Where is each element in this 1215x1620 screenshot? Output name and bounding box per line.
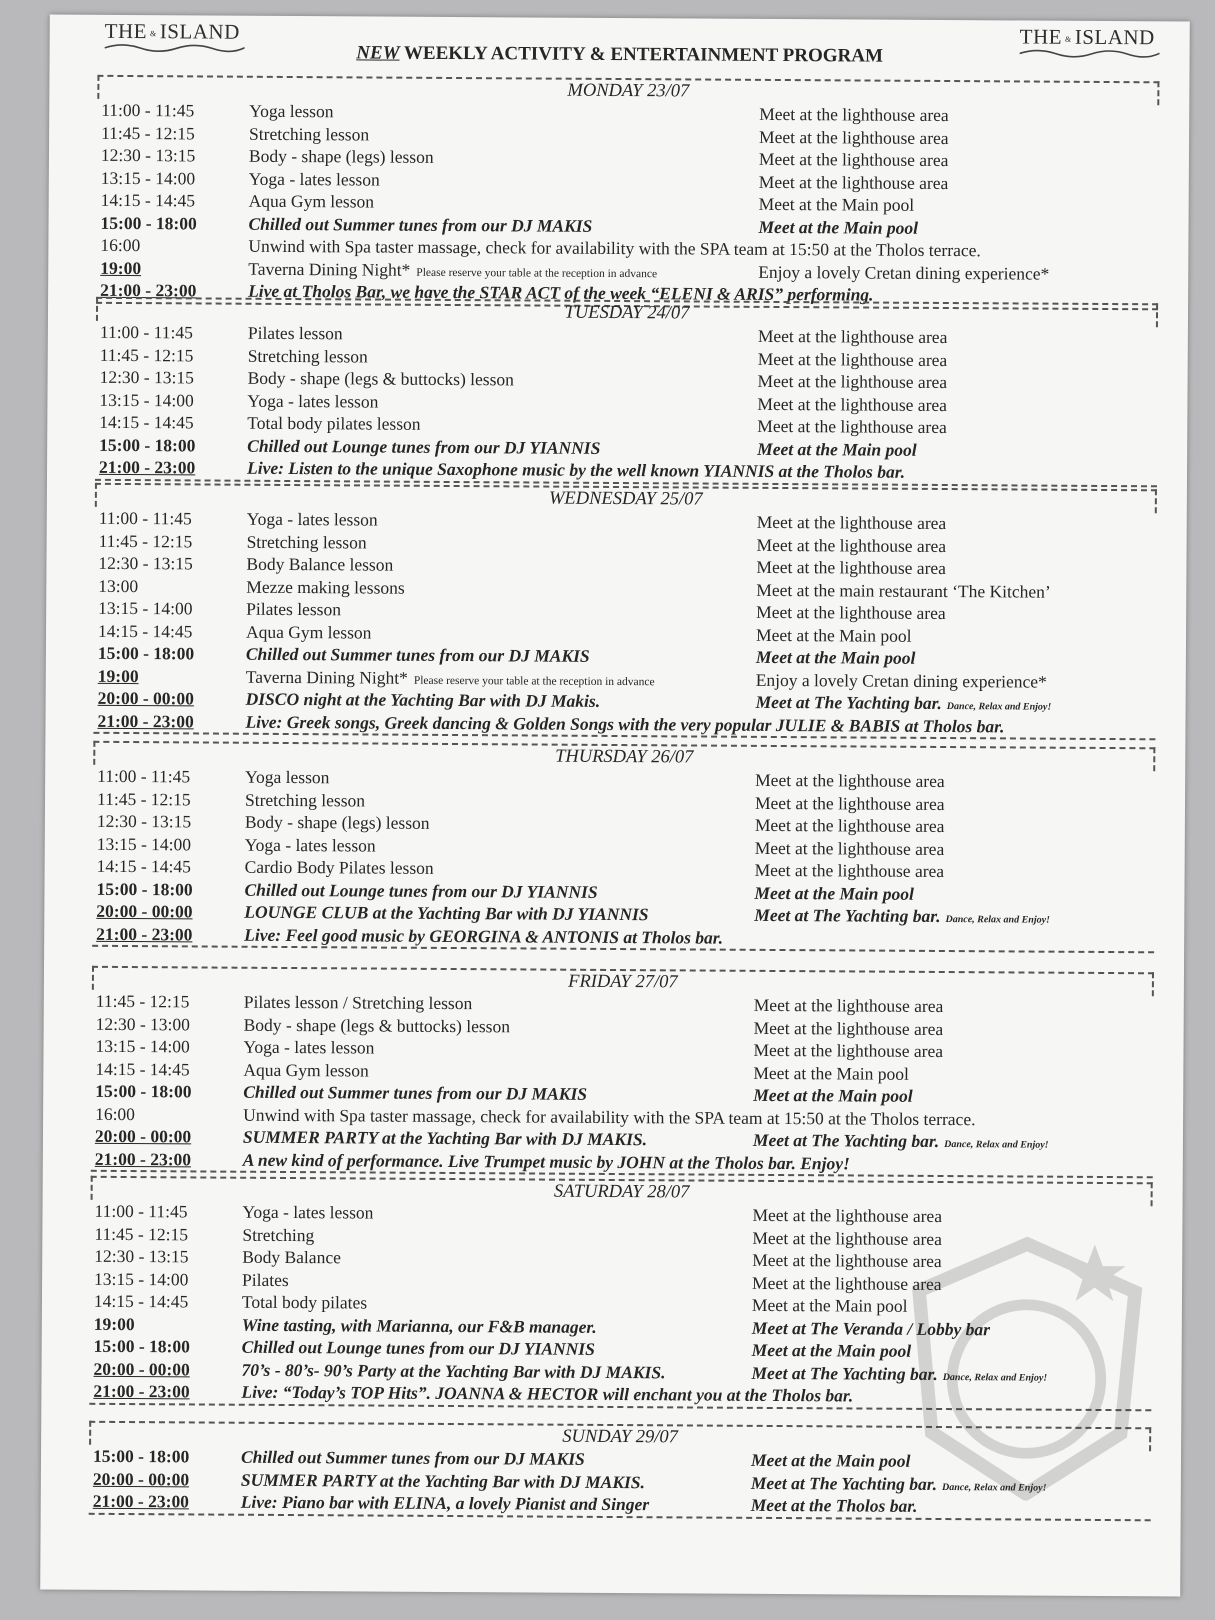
location-text: Meet at the lighthouse area (752, 1204, 943, 1227)
row-activity (246, 598, 341, 621)
location-text: Meet at the Main pool (758, 216, 919, 238)
row-activity (247, 412, 420, 436)
row-time: 20:00 - 00:00 (96, 900, 193, 922)
row-time: 11:45 - 12:15 (95, 990, 190, 1012)
row-location (758, 260, 1049, 284)
row-activity (245, 833, 376, 856)
activity-text: Body Balance lesson (246, 553, 394, 575)
row-activity (243, 1081, 587, 1106)
activity-text: Taverna Dining Night* (245, 666, 408, 688)
activity-text: Live at Tholos Bar, we have the STAR ACT of the week “ELENI & ARIS” performing. (248, 280, 874, 305)
row-location (755, 814, 945, 838)
logo-ampersand: & (150, 28, 157, 38)
row-location (755, 791, 945, 815)
row-time: 21:00 - 23:00 (100, 279, 197, 301)
location-text: Meet at the lighthouse area (753, 994, 944, 1017)
location-text: Meet at the Main pool (757, 438, 917, 460)
row-location (757, 392, 947, 416)
row-location (755, 836, 945, 860)
row-time: 13:15 - 14:00 (94, 1268, 189, 1289)
row-location (756, 646, 916, 669)
row-time: 12:30 - 13:15 (94, 1245, 189, 1267)
location-text: Meet at the lighthouse area (757, 393, 948, 415)
row-location (753, 1061, 909, 1084)
row-time: 14:15 - 14:45 (95, 1058, 190, 1079)
location-text: Meet at The Yachting bar. (755, 691, 942, 713)
program-sheet (40, 15, 1190, 1597)
activity-text: 70’s - 80’s- 90’s Party at the Yachting Bar with DJ MAKIS. (241, 1359, 666, 1382)
row-time: 21:00 - 23:00 (94, 1148, 192, 1169)
row-location (752, 1204, 942, 1228)
activity-text: Total body pilates lesson (247, 412, 421, 434)
row-activity (246, 643, 590, 668)
day-section (48, 75, 1189, 310)
row-activity (248, 212, 592, 237)
location-text: Meet at the lighthouse area (752, 1272, 942, 1294)
row-location (751, 1449, 911, 1472)
row-activity (248, 322, 343, 345)
location-note: Dance, Relax and Enjoy! (946, 701, 1052, 713)
location-text: Meet at the lighthouse area (759, 103, 949, 126)
location-text: Meet at the Main pool (753, 1084, 913, 1106)
activity-text: Pilates lesson / Stretching lesson (243, 991, 473, 1014)
row-time: 12:30 - 13:15 (99, 366, 194, 388)
activity-text: Aqua Gym lesson (243, 1059, 369, 1081)
activity-text: Total body pilates (241, 1291, 368, 1313)
row-activity (242, 1246, 341, 1269)
row-time: 13:00 (98, 575, 139, 596)
row-time: 20:00 - 00:00 (93, 1358, 190, 1379)
activity-text: Chilled out Summer tunes from our DJ MAKIS (245, 643, 590, 666)
activity-text: Live: Greek songs, Greek dancing & Golden Songs with the very popular JULIE & BABIS at Tholos bar. (245, 711, 1005, 736)
row-location (754, 881, 914, 904)
row-activity (242, 1336, 595, 1361)
row-location (752, 1339, 912, 1362)
activity-text: Body - shape (legs) lesson (248, 145, 434, 167)
row-location (756, 556, 946, 580)
stamp-seal-icon (891, 1230, 1163, 1502)
row-time: 19:00 (97, 665, 139, 686)
row-activity (248, 344, 368, 367)
row-time: 20:00 - 00:00 (94, 1125, 192, 1147)
row-location (758, 370, 948, 394)
row-time: 14:15 - 14:45 (100, 189, 196, 211)
row-location (758, 347, 948, 371)
location-text: Meet at the Tholos bar. (750, 1494, 918, 1516)
location-text: Meet at The Yachting bar. (752, 1129, 940, 1151)
row-location (756, 578, 1051, 602)
row-location (755, 769, 945, 793)
day-name: WEDNESDAY 25/07 (548, 488, 703, 510)
row-activity (242, 1313, 597, 1338)
activity-text: Live: Piano bar with ELINA, a lovely Pianist and Singer (240, 1491, 650, 1515)
activity-text: Stretching lesson (246, 531, 367, 552)
row-time: 21:00 - 23:00 (97, 710, 194, 731)
location-text: Meet at the lighthouse area (754, 837, 945, 859)
row-location (753, 1084, 913, 1107)
row-activity (245, 788, 365, 811)
location-note: Dance, Relax and Enjoy! (942, 1371, 1048, 1384)
row-activity (242, 1223, 314, 1246)
location-text: Meet at the lighthouse area (757, 370, 948, 393)
row-location (753, 1039, 943, 1063)
row-activity (243, 1058, 369, 1081)
row-activity (242, 1268, 289, 1291)
activity-text: LOUNGE CLUB at the Yachting Bar with DJ YIANNIS (244, 901, 649, 925)
row-location (754, 994, 944, 1018)
location-text: Meet at The Yachting bar. (751, 1362, 938, 1384)
day-section (47, 297, 1188, 487)
row-activity (243, 1126, 647, 1151)
row-location (752, 1294, 908, 1317)
row-time: 12:30 - 13:15 (96, 810, 192, 832)
row-activity (245, 811, 430, 835)
row-time: 11:45 - 12:15 (94, 1223, 189, 1244)
location-text: Meet at the Main pool (755, 624, 912, 646)
activity-text: Cardio Body Pilates lesson (244, 856, 434, 878)
activity-text: Stretching lesson (247, 345, 368, 366)
location-text: Meet at the lighthouse area (752, 1227, 942, 1249)
activity-text: Chilled out Lounge tunes from our DJ YIANNIS (247, 435, 601, 458)
row-activity (249, 122, 369, 145)
row-location (756, 668, 1047, 692)
location-text: Meet at the lighthouse area (753, 1017, 944, 1039)
row-location (759, 103, 949, 127)
activity-text: SUMMER PARTY at the Yachting Bar with DJ MAKIS. (240, 1469, 646, 1492)
location-note: Dance, Relax and Enjoy! (942, 1481, 1047, 1494)
location-text: Meet at the lighthouse area (756, 556, 947, 579)
location-text: Meet at the Main pool (753, 1062, 909, 1084)
activity-text: Yoga - lates lesson (242, 1201, 374, 1223)
row-activity (246, 575, 405, 598)
row-time: 11:45 - 12:15 (101, 122, 195, 143)
activity-text: Yoga lesson (249, 100, 334, 122)
row-time: 19:00 (100, 257, 142, 278)
row-location (757, 511, 947, 535)
location-text: Meet at the Main pool (758, 193, 915, 215)
row-activity (249, 100, 333, 123)
logo-word-the: THE (104, 18, 148, 44)
row-time: 14:15 - 14:45 (93, 1290, 189, 1312)
row-activity (244, 923, 723, 948)
activity-text: Mezze making lessons (246, 576, 405, 598)
location-text: Meet at the lighthouse area (754, 859, 945, 882)
row-time: 15:00 - 18:00 (95, 1080, 192, 1102)
row-time: 16:00 (100, 234, 141, 256)
activity-text: Unwind with Spa taster massage, check for availability with the SPA team at 15:50 at the Tholos terrace. (248, 235, 981, 261)
location-text: Meet at the lighthouse area (755, 769, 945, 792)
location-note: Dance, Relax and Enjoy! (944, 1139, 1049, 1151)
row-location (754, 1016, 944, 1040)
activity-text: Chilled out Summer tunes from our DJ MAKIS (248, 213, 593, 236)
logo-word-the: THE (1019, 24, 1063, 49)
day-section (43, 966, 1184, 1179)
activity-text: Live: Listen to the unique Saxophone music by the well known YIANNIS at the Tholos bar. (246, 457, 906, 482)
row-location (759, 125, 949, 149)
row-location (759, 170, 949, 194)
row-time: 13:15 - 14:00 (96, 833, 192, 854)
location-text: Meet at the lighthouse area (759, 126, 949, 148)
row-activity (242, 1201, 373, 1224)
day-name: TUESDAY 24/07 (564, 302, 690, 324)
row-activity (245, 766, 329, 789)
activity-text: Stretching (242, 1224, 315, 1245)
row-time: 13:15 - 14:00 (99, 389, 194, 410)
row-time: 15:00 - 18:00 (99, 434, 196, 455)
location-text: Meet at the Main pool (754, 882, 914, 904)
row-time: 12:30 - 13:00 (95, 1013, 191, 1034)
row-activity (245, 856, 434, 880)
activity-text: Pilates lesson (246, 598, 342, 620)
location-text: Meet at the lighthouse area (756, 601, 946, 624)
activity-text: Yoga - lates lesson (247, 390, 379, 412)
row-activity (249, 167, 380, 190)
activity-text: Chilled out Summer tunes from our DJ MAKIS (243, 1081, 588, 1104)
title-text: WEEKLY ACTIVITY & ENTERTAINMENT PROGRAM (399, 42, 883, 67)
row-time: 21:00 - 23:00 (92, 1490, 190, 1512)
row-activity (248, 367, 514, 391)
row-time: 11:45 - 12:15 (98, 530, 193, 551)
location-text: Meet at the lighthouse area (757, 348, 948, 370)
row-time: 15:00 - 18:00 (100, 212, 197, 233)
location-text: Meet at the Main pool (751, 1339, 912, 1361)
row-activity (247, 389, 378, 412)
row-location (756, 623, 912, 646)
row-activity (244, 991, 473, 1015)
location-text: Enjoy a lovely Cretan dining experience* (755, 669, 1047, 692)
row-activity (241, 1446, 585, 1471)
activity-text: Yoga - lates lesson (243, 1036, 375, 1058)
row-activity (241, 1491, 649, 1516)
row-time: 14:15 - 14:45 (99, 411, 194, 433)
location-text: Meet at the Main pool (755, 646, 916, 668)
logo-word-island: ISLAND (159, 19, 240, 44)
activity-text: Taverna Dining Night* (248, 258, 411, 280)
activity-text: Body - shape (legs & buttocks) lesson (243, 1014, 511, 1036)
activity-text: Body - shape (legs & buttocks) lesson (247, 367, 515, 390)
location-text: Meet at the lighthouse area (757, 325, 948, 348)
location-text: Meet at the lighthouse area (757, 415, 947, 438)
row-activity (244, 1013, 510, 1037)
activity-text: DISCO night at the Yachting Bar with DJ Makis. (245, 688, 601, 711)
activity-text: Stretching lesson (249, 123, 370, 144)
activity-text: Chilled out Summer tunes from our DJ MAKIS (240, 1446, 585, 1469)
activity-text: Stretching lesson (244, 789, 366, 810)
row-activity (246, 553, 393, 576)
row-location (757, 437, 917, 460)
location-text: Meet at the lighthouse area (754, 792, 945, 814)
location-text: Meet at the lighthouse area (752, 1249, 942, 1272)
activity-text: A new kind of performance. Live Trumpet music by JOHN at the Tholos bar. Enjoy! (242, 1149, 850, 1173)
activity-text: Aqua Gym lesson (248, 190, 375, 212)
row-location (756, 601, 946, 625)
row-time: 14:15 - 14:45 (96, 855, 191, 877)
row-location (758, 325, 948, 349)
row-location (759, 193, 915, 216)
row-time: 21:00 - 23:00 (96, 923, 193, 944)
logo-ampersand: & (1064, 34, 1072, 44)
row-time: 11:00 - 11:45 (99, 321, 193, 343)
activity-text: Chilled out Lounge tunes from our DJ YIANNIS (241, 1336, 595, 1359)
day-name: MONDAY 23/07 (567, 80, 690, 102)
reservation-note: Please reserve your table at the reception in advance (416, 266, 658, 280)
row-time: 15:00 - 18:00 (96, 878, 193, 899)
row-time: 11:00 - 11:45 (97, 765, 191, 787)
location-text: Meet at The Veranda / Lobby bar (751, 1317, 991, 1339)
row-activity (247, 508, 378, 531)
row-time: 11:45 - 12:15 (99, 344, 194, 365)
activity-text: Live: Feel good music by GEORGINA & ANTONIS at Tholos bar. (244, 924, 724, 948)
row-activity (249, 190, 375, 213)
row-time: 11:00 - 11:45 (94, 1200, 188, 1222)
row-activity (246, 620, 372, 643)
row-time: 15:00 - 18:00 (97, 642, 195, 664)
row-time: 13:15 - 14:00 (100, 167, 196, 188)
location-text: Meet at the lighthouse area (756, 511, 947, 534)
location-note: Dance, Relax and Enjoy! (945, 914, 1050, 926)
location-text: Meet at the Main pool (751, 1294, 908, 1316)
activity-text: SUMMER PARTY at the Yachting Bar with DJ MAKIS. (242, 1126, 648, 1150)
row-time: 21:00 - 23:00 (98, 456, 196, 478)
row-time: 16:00 (95, 1103, 136, 1124)
row-location (755, 859, 945, 883)
day-section (44, 741, 1185, 954)
row-time: 11:00 - 11:45 (101, 99, 195, 121)
row-time: 20:00 - 00:00 (97, 687, 194, 709)
row-activity (241, 1358, 665, 1383)
row-time: 15:00 - 18:00 (93, 1335, 190, 1357)
row-time: 13:15 - 14:00 (98, 597, 193, 619)
day-section (45, 483, 1187, 741)
row-activity (241, 1468, 645, 1493)
row-activity (243, 1036, 374, 1059)
activity-text: Unwind with Spa taster massage, check for availability with the SPA team at 15:50 at the Tholos terrace. (243, 1104, 976, 1129)
reservation-note: Please reserve your table at the reception in advance (413, 674, 655, 688)
row-activity (249, 145, 434, 169)
activity-text: Yoga - lates lesson (246, 508, 378, 530)
activity-text: Body - shape (legs) lesson (244, 811, 430, 833)
location-text: Meet at the lighthouse area (753, 1039, 944, 1062)
row-time: 12:30 - 13:15 (100, 144, 196, 166)
row-activity (247, 530, 367, 553)
row-activity (247, 434, 600, 459)
activity-text: Aqua Gym lesson (245, 621, 372, 643)
location-text: Meet at The Yachting bar. (750, 1472, 938, 1494)
row-activity (246, 688, 601, 713)
activity-text: Pilates lesson (247, 322, 343, 344)
location-text: Meet at the lighthouse area (756, 534, 947, 556)
row-time: 11:45 - 12:15 (96, 788, 191, 809)
row-time: 15:00 - 18:00 (92, 1445, 190, 1467)
activity-text: Yoga - lates lesson (248, 168, 380, 190)
row-location (759, 148, 949, 172)
location-text: Meet at the lighthouse area (754, 814, 945, 837)
activity-text: Live: “Today’s TOP Hits”. JOANNA & HECTOR will enchant you at the Tholos bar. (241, 1381, 854, 1406)
location-text: Meet at the lighthouse area (758, 148, 949, 171)
location-text: Meet at the main restaurant ‘The Kitchen’ (756, 579, 1051, 602)
row-activity (244, 878, 597, 903)
row-time: 11:00 - 11:45 (98, 507, 192, 529)
logo-word-island: ISLAND (1074, 24, 1155, 50)
activity-text: Yoga lesson (245, 766, 330, 788)
row-time: 19:00 (93, 1313, 135, 1334)
location-text: Meet at the Main pool (750, 1449, 911, 1471)
row-time: 21:00 - 23:00 (93, 1380, 190, 1402)
row-location (757, 415, 947, 439)
location-text: Meet at The Yachting bar. (754, 904, 941, 926)
row-activity (242, 1291, 367, 1314)
location-text: Meet at the lighthouse area (758, 171, 949, 193)
title-new-label: NEW (356, 42, 400, 64)
activity-text: Yoga - lates lesson (244, 834, 376, 856)
row-location (757, 533, 947, 557)
row-activity (244, 901, 648, 926)
location-text: Enjoy a lovely Cretan dining experience* (758, 261, 1050, 284)
activity-text: Wine tasting, with Marianna, our F&B manager. (241, 1314, 597, 1337)
row-time: 13:15 - 14:00 (95, 1035, 190, 1057)
row-time: 14:15 - 14:45 (97, 620, 193, 641)
day-name: SATURDAY 28/07 (553, 1181, 690, 1203)
row-location (758, 215, 918, 238)
activity-text: Body Balance (242, 1246, 341, 1268)
activity-text: Pilates (242, 1269, 289, 1290)
activity-text: Chilled out Lounge tunes from our DJ YIANNIS (244, 879, 598, 902)
page-title (50, 41, 1190, 70)
row-time: 12:30 - 13:15 (98, 552, 193, 574)
day-name: FRIDAY 27/07 (568, 971, 678, 993)
day-name: SUNDAY 29/07 (562, 1426, 679, 1448)
row-time: 20:00 - 00:00 (92, 1468, 190, 1489)
day-name: THURSDAY 26/07 (555, 746, 694, 768)
